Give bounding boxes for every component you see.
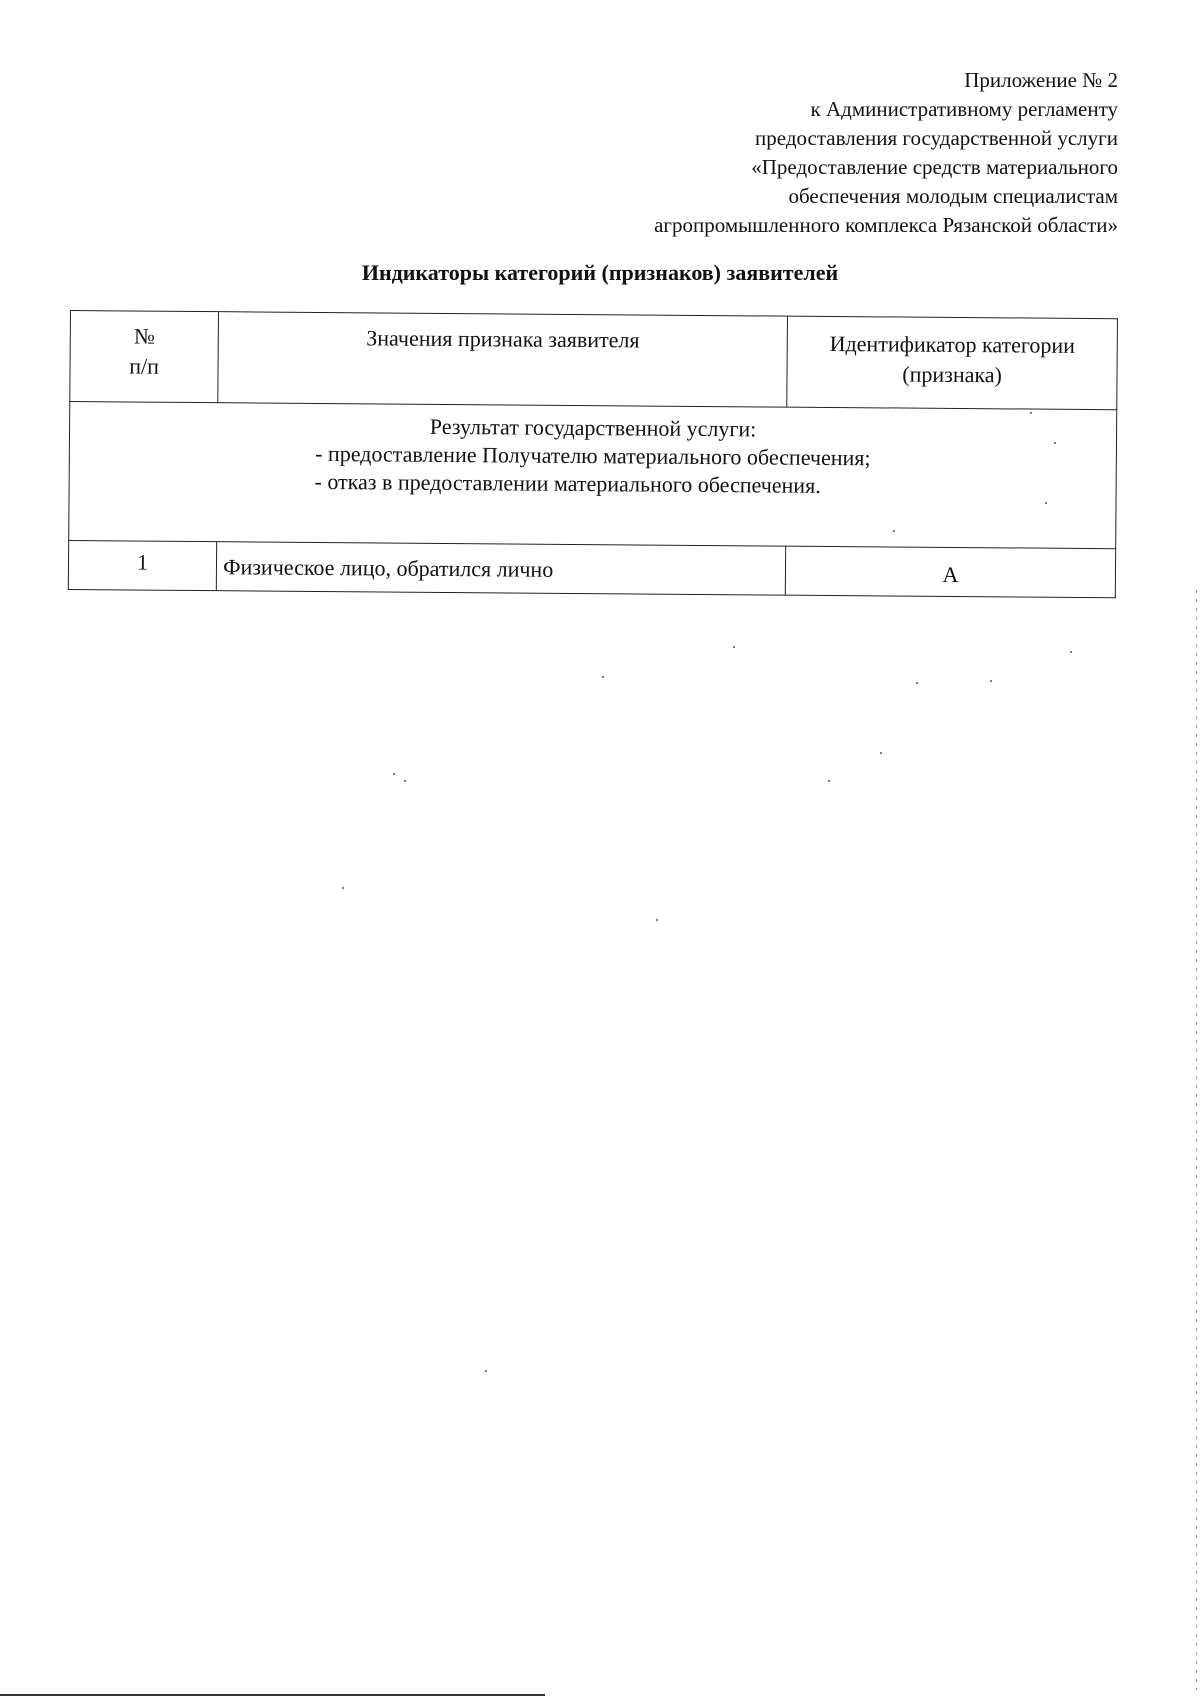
table-header-row xyxy=(70,311,1118,410)
header-number-symbol: № xyxy=(133,323,155,349)
result-cell xyxy=(69,402,1117,549)
indicators-table xyxy=(68,310,1118,598)
scan-speck xyxy=(880,752,882,754)
document-title: Индикаторы категорий (признаков) заявителей xyxy=(361,260,839,285)
scan-speck xyxy=(602,676,604,678)
scan-speck xyxy=(990,680,992,682)
header-number-abbr: п/п xyxy=(129,353,160,379)
scan-speck xyxy=(733,646,735,648)
table-row xyxy=(68,540,1115,597)
row-value: Физическое лицо, обратился лично xyxy=(216,542,785,595)
scan-speck xyxy=(1070,651,1072,653)
row-number: 1 xyxy=(68,540,217,590)
scan-speck xyxy=(393,773,395,775)
scan-speck xyxy=(1030,412,1032,414)
scan-speck xyxy=(342,887,344,889)
scan-speck xyxy=(656,919,658,921)
header-identifier-line2: (признака) xyxy=(902,361,1002,388)
result-option: - предоставление Получателю материального обеспечения; xyxy=(315,440,871,471)
scan-speck xyxy=(828,780,830,782)
appendix-line: «Предоставление средств материального xyxy=(751,155,1118,179)
appendix-line: к Административному регламенту xyxy=(810,97,1118,121)
scan-speck xyxy=(1054,442,1056,444)
scan-speck xyxy=(485,1370,487,1372)
scan-edge xyxy=(1196,590,1197,1690)
appendix-header xyxy=(654,66,1118,240)
result-heading: Результат государственной услуги: xyxy=(429,413,757,442)
scan-speck xyxy=(404,780,406,782)
result-option: - отказ в предоставлении материального обеспечения. xyxy=(314,468,821,498)
header-number xyxy=(70,311,219,403)
scan-speck xyxy=(1045,502,1047,504)
row-identifier: А xyxy=(785,546,1115,598)
appendix-line: агропромышленного комплекса Рязанской области» xyxy=(654,213,1118,237)
result-row xyxy=(69,402,1117,549)
scan-bottom-line xyxy=(0,1694,545,1696)
scan-speck xyxy=(893,530,895,532)
header-identifier xyxy=(787,316,1118,410)
header-identifier-line1: Идентификатор категории xyxy=(829,330,1076,358)
appendix-line: Приложение № 2 xyxy=(964,68,1118,92)
header-value: Значения признака заявителя xyxy=(218,312,788,407)
appendix-line: обеспечения молодым специалистам xyxy=(788,184,1118,208)
appendix-line: предоставления государственной услуги xyxy=(755,126,1118,150)
scan-speck xyxy=(916,682,918,684)
